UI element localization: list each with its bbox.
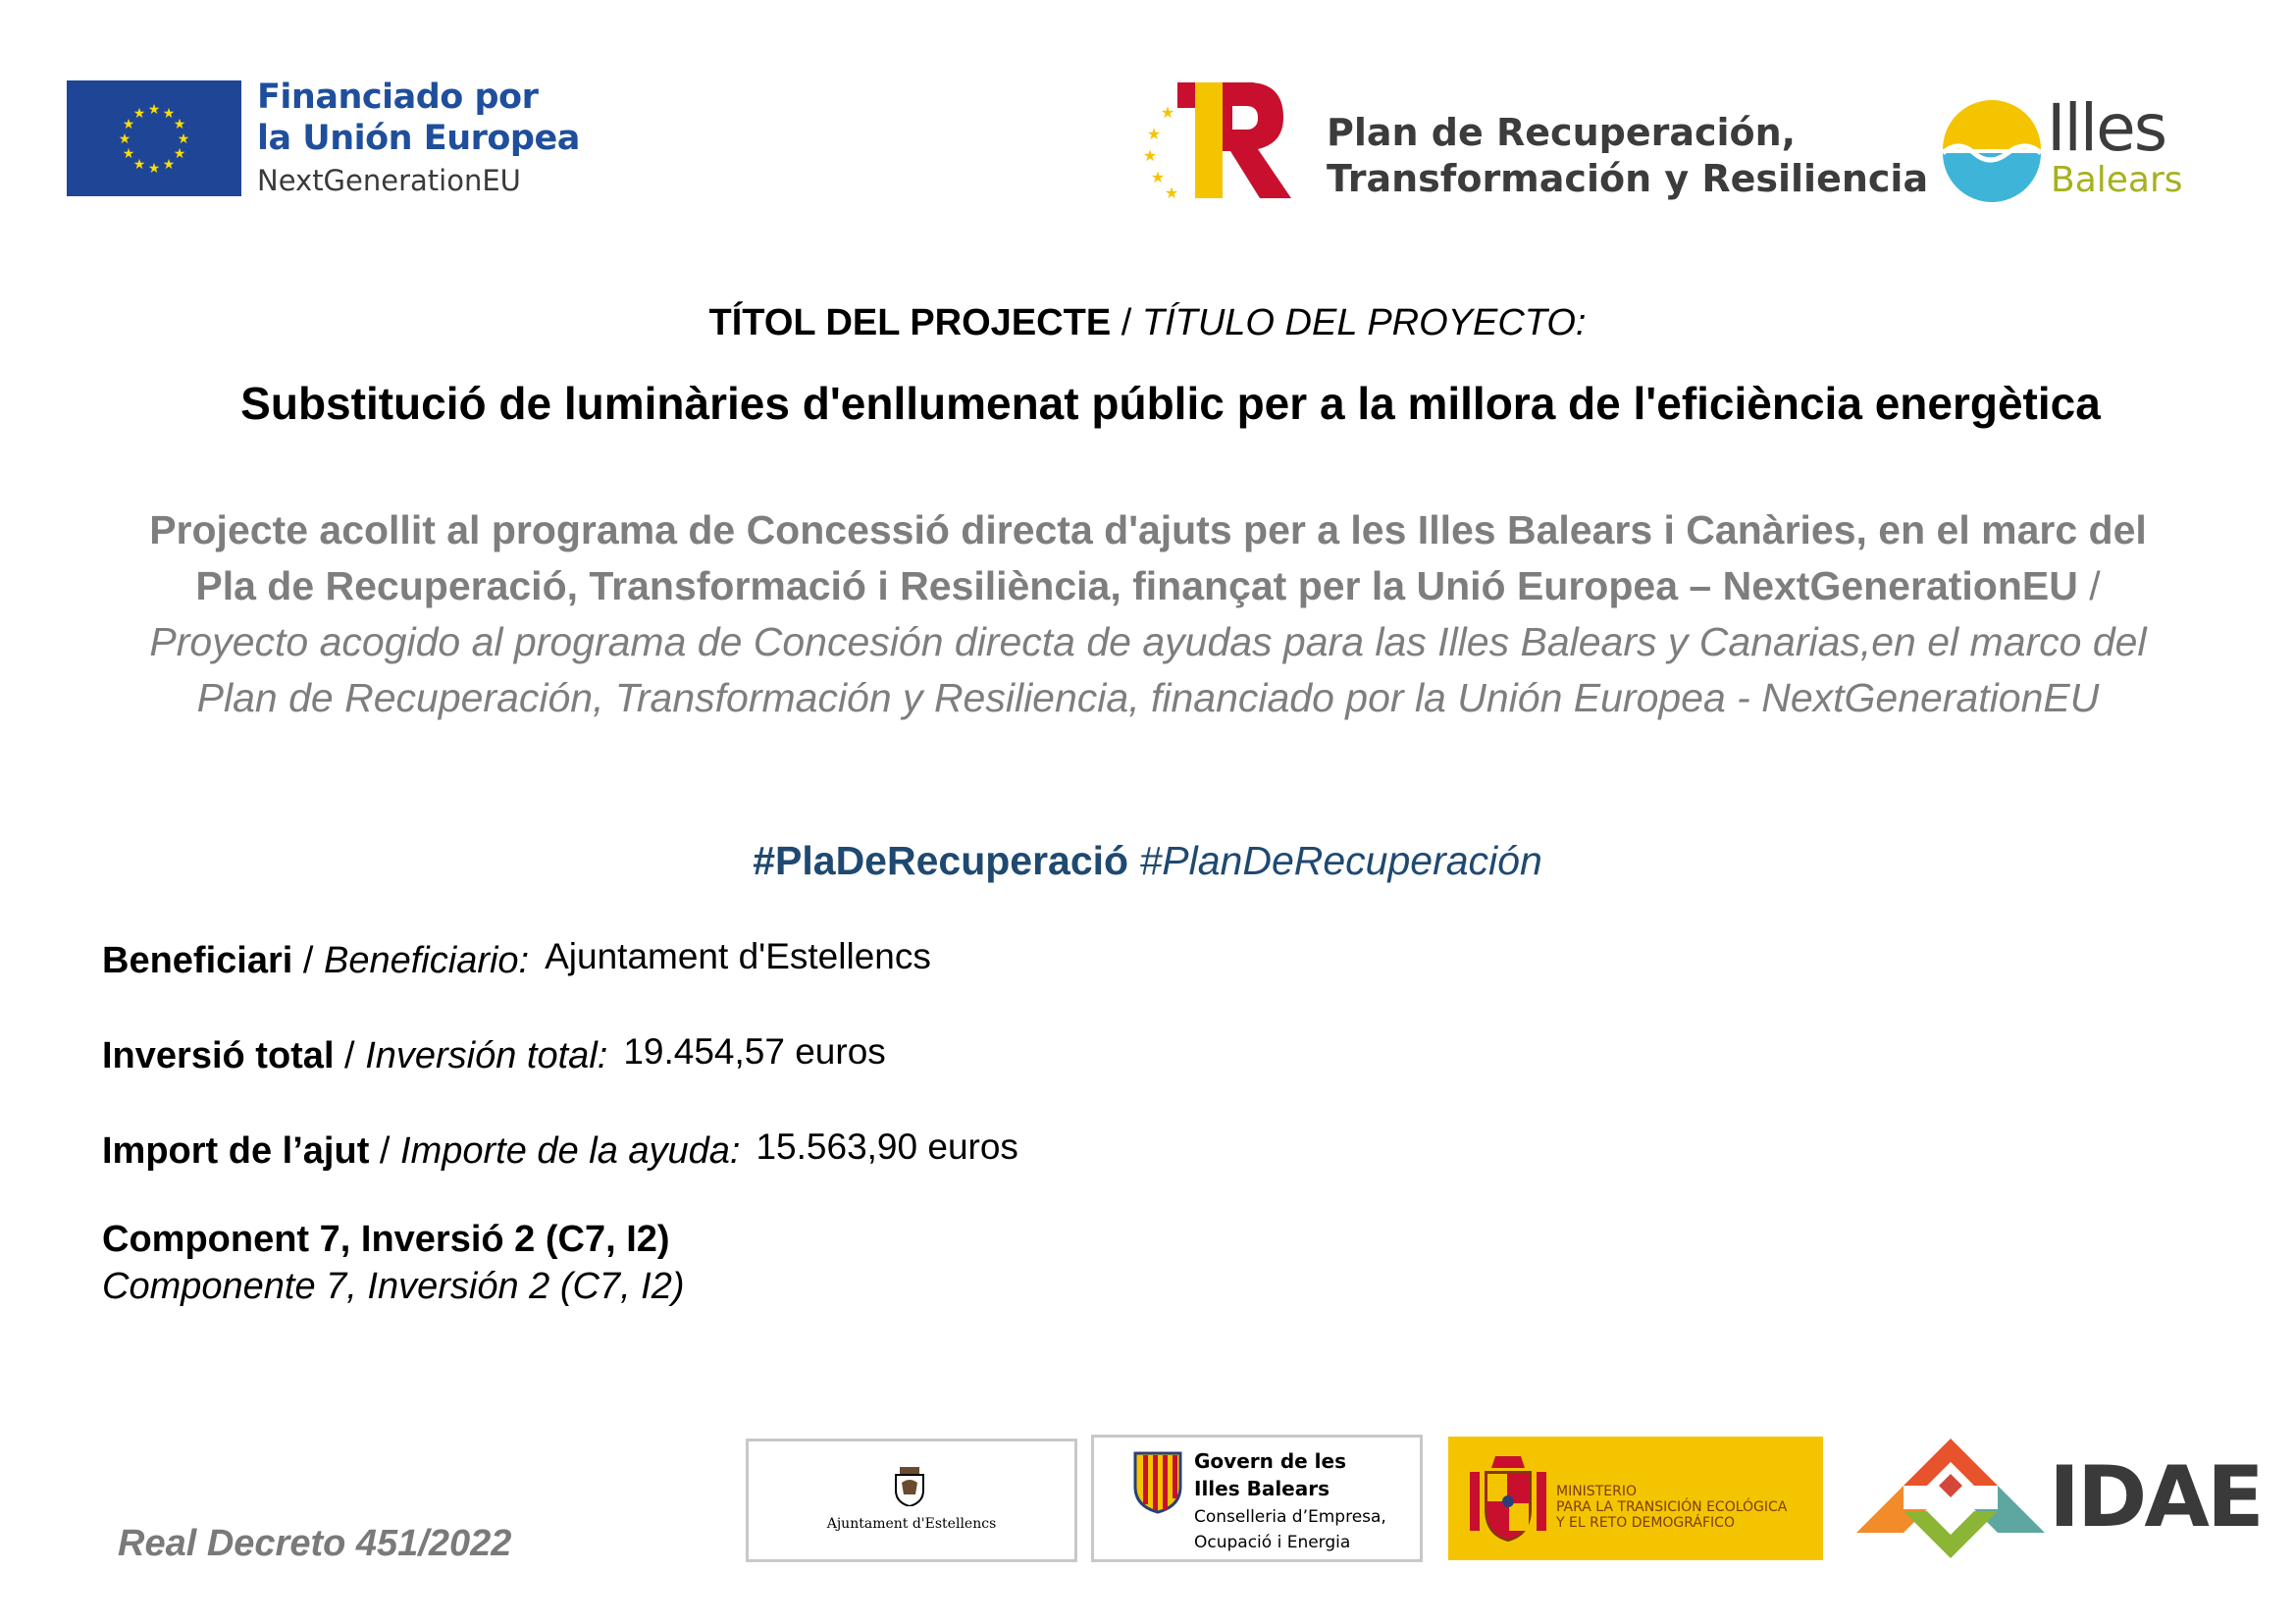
beneficiary-label-ca: Beneficiari — [102, 940, 293, 981]
beneficiary-row: Beneficiari / Beneficiario: Ajuntament d'Estellencs — [102, 936, 931, 981]
govern-line-4: Ocupació i Energia — [1194, 1533, 1351, 1552]
component-catalan: Component 7, Inversió 2 (C7, I2) — [102, 1219, 670, 1260]
project-title-label — [0, 300, 2295, 345]
eu-stars-icon — [67, 80, 241, 196]
ministerio-logo-box — [1448, 1437, 1823, 1560]
aid-amount-value: 15.563,90 euros — [756, 1126, 1018, 1167]
svg-text:★: ★ — [173, 146, 186, 162]
description-catalan: Projecte acollit al programa de Concessió directa d'ajuts per a les Illes Balears i Canàries, en el marc del Pla de Recuperació, Transformació i Resiliència, finançat per la Unió Europea – NextGenerationEU — [149, 507, 2147, 608]
govern-line-1: Govern de les — [1194, 1449, 1346, 1473]
hashtag-spanish: #PlanDeRecuperación — [1139, 838, 1542, 883]
estellencs-crest-icon — [894, 1467, 925, 1506]
svg-text:★: ★ — [1150, 168, 1166, 186]
aid-amount-label-ca: Import de l’ajut — [102, 1130, 370, 1172]
ministerio-line-3: Y EL RETO DEMOGRÁFICO — [1556, 1515, 1735, 1531]
illes-balears-emblem — [1939, 100, 2045, 206]
spain-coat-of-arms-icon — [1466, 1452, 1550, 1545]
govern-line-3: Conselleria d’Empresa, — [1194, 1507, 1386, 1527]
royal-decree: Real Decreto 451/2022 — [118, 1523, 512, 1564]
svg-text:★: ★ — [122, 117, 135, 132]
prtr-logo — [1138, 79, 1295, 201]
svg-text:★: ★ — [122, 146, 135, 162]
project-title: Substitució de luminàries d'enllumenat públic per a la millora de l'eficiència energètica — [240, 378, 2101, 429]
svg-text:★: ★ — [1142, 146, 1158, 165]
prtr-line-2: Transformación y Resiliencia — [1327, 157, 1929, 200]
svg-text:★: ★ — [147, 161, 161, 177]
svg-text:★: ★ — [118, 131, 131, 147]
svg-text:★: ★ — [162, 157, 176, 173]
govern-logo-box — [1091, 1435, 1423, 1562]
beneficiary-value: Ajuntament d'Estellencs — [545, 936, 931, 976]
idae-name: IDAE — [2049, 1448, 2262, 1546]
idae-knot-icon — [1852, 1435, 2049, 1562]
eu-funding-text — [257, 77, 580, 200]
prtr-tr-icon — [1138, 79, 1295, 201]
svg-text:★: ★ — [147, 102, 161, 118]
illes-balears-sun-sea-icon — [1939, 100, 2045, 206]
svg-text:★: ★ — [177, 131, 190, 147]
aid-amount-label-es: Importe de la ayuda: — [400, 1130, 741, 1172]
idae-emblem — [1852, 1435, 2049, 1562]
illes-balears-name: Illes — [2047, 90, 2166, 166]
program-description — [147, 502, 2149, 726]
title-label-spanish: TÍTULO DEL PROYECTO: — [1141, 302, 1587, 343]
total-investment-row: Inversió total / Inversión total: 19.454,57 euros — [102, 1031, 886, 1076]
eu-flag-logo — [67, 80, 241, 196]
prtr-text — [1327, 110, 1928, 202]
title-label-separator: / — [1111, 302, 1142, 343]
illes-balears-sub: Balears — [2051, 160, 2183, 200]
svg-text:★: ★ — [1146, 125, 1162, 143]
ministerio-line-1: MINISTERIO — [1556, 1484, 1637, 1499]
svg-text:★: ★ — [173, 117, 186, 132]
eu-line-1: Financiado por — [257, 78, 539, 117]
total-investment-label-es: Inversión total: — [365, 1035, 608, 1076]
svg-text:★: ★ — [1164, 183, 1179, 201]
eu-line-3: NextGenerationEU — [257, 164, 521, 197]
govern-name — [1194, 1447, 1346, 1502]
govern-department — [1194, 1504, 1386, 1555]
govern-line-2: Illes Balears — [1194, 1477, 1330, 1500]
description-spanish: Proyecto acogido al programa de Concesión directa de ayudas para las Illes Balears y Canarias,en el marco del Plan de Recuperación, Transformación y Resiliencia, financiado por la Unión Europea - NextGenerationEU — [149, 619, 2147, 720]
ministerio-text — [1556, 1484, 1787, 1531]
description-separator: / — [2077, 563, 2101, 608]
eu-line-2: la Unión Europea — [257, 119, 580, 158]
svg-text:★: ★ — [1160, 103, 1175, 122]
component-spanish: Componente 7, Inversión 2 (C7, I2) — [102, 1266, 685, 1307]
svg-text:★: ★ — [132, 106, 146, 122]
estellencs-logo-box — [746, 1439, 1077, 1562]
svg-text:★: ★ — [132, 157, 146, 173]
svg-text:★: ★ — [162, 106, 176, 122]
total-investment-value: 19.454,57 euros — [623, 1031, 886, 1072]
beneficiary-label-es: Beneficiario: — [324, 940, 530, 981]
aid-amount-row: Import de l’ajut / Importe de la ayuda: 15.563,90 euros — [102, 1126, 1018, 1172]
estellencs-label: Ajuntament d'Estellencs — [826, 1516, 997, 1532]
prtr-line-1: Plan de Recuperación, — [1327, 111, 1797, 154]
title-label-catalan: TÍTOL DEL PROJECTE — [708, 302, 1112, 343]
hashtags — [0, 836, 2295, 885]
total-investment-label-ca: Inversió total — [102, 1035, 335, 1076]
hashtag-catalan: #PlaDeRecuperació — [753, 838, 1129, 883]
ministerio-line-2: PARA LA TRANSICIÓN ECOLÓGICA — [1556, 1499, 1788, 1515]
govern-shield-icon — [1133, 1451, 1182, 1514]
